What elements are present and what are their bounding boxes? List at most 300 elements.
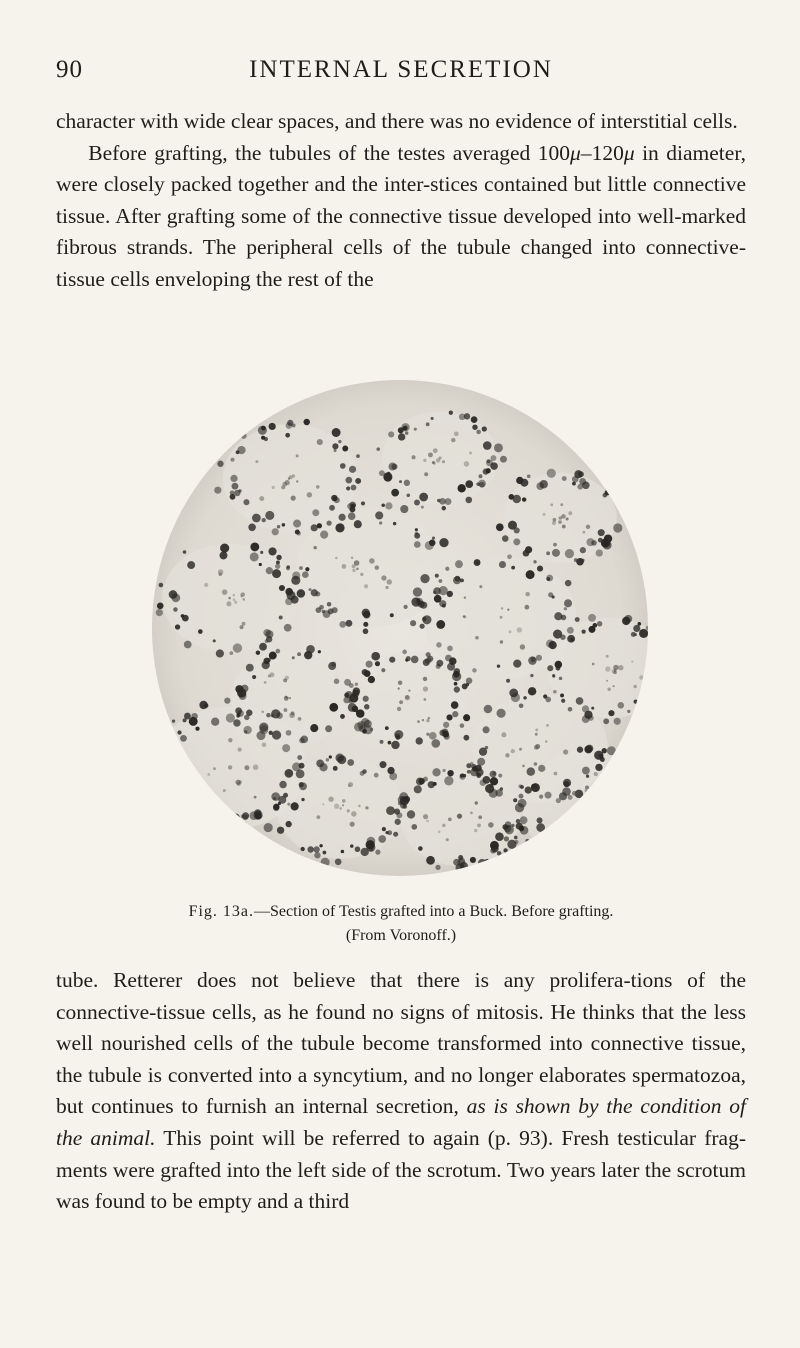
cell-nucleus	[290, 591, 293, 594]
cell-nucleus	[464, 596, 466, 598]
cell-nucleus	[182, 804, 191, 813]
cell-nucleus	[218, 572, 222, 576]
cell-nucleus	[415, 531, 418, 534]
cell-nucleus	[319, 763, 327, 771]
cell-nucleus	[246, 664, 254, 672]
cell-nucleus	[653, 680, 659, 686]
cell-nucleus	[289, 697, 291, 699]
cell-nucleus	[486, 859, 490, 863]
cell-nucleus	[301, 847, 305, 851]
cell-nucleus	[558, 841, 566, 849]
cell-nucleus	[466, 763, 471, 768]
cell-nucleus	[500, 640, 503, 643]
cell-nucleus	[421, 506, 424, 509]
cell-nucleus	[365, 806, 368, 809]
cell-nucleus	[332, 443, 338, 449]
cell-nucleus	[157, 602, 164, 609]
cell-nucleus	[600, 857, 605, 862]
cell-nucleus	[388, 431, 394, 437]
cell-nucleus	[160, 786, 163, 789]
cell-nucleus	[414, 785, 422, 793]
cell-nucleus	[546, 575, 553, 582]
cell-nucleus	[428, 452, 433, 457]
cell-nucleus	[322, 851, 326, 855]
cell-nucleus	[268, 547, 276, 555]
cell-nucleus	[436, 620, 445, 629]
cell-nucleus	[543, 513, 546, 516]
cell-nucleus	[447, 646, 453, 652]
cell-nucleus	[471, 416, 478, 423]
cell-nucleus	[388, 463, 396, 471]
cell-nucleus	[508, 521, 517, 530]
cell-nucleus	[348, 784, 351, 787]
cell-nucleus	[519, 748, 522, 751]
cell-nucleus	[631, 660, 633, 662]
cell-nucleus	[351, 557, 353, 559]
cell-nucleus	[183, 550, 187, 554]
cell-nucleus	[565, 549, 574, 558]
cell-nucleus	[291, 496, 296, 501]
cell-nucleus	[318, 650, 321, 653]
cell-nucleus	[517, 627, 522, 632]
cell-nucleus	[276, 712, 283, 719]
cell-nucleus	[232, 483, 239, 490]
cell-nucleus	[345, 477, 352, 484]
cell-nucleus	[277, 525, 280, 528]
cell-nucleus	[436, 642, 441, 647]
cell-nucleus	[595, 859, 600, 864]
cell-nucleus	[553, 690, 557, 694]
cell-nucleus	[252, 675, 256, 679]
cell-nucleus	[337, 755, 346, 764]
cell-nucleus	[636, 851, 645, 860]
cell-nucleus	[426, 422, 430, 426]
cell-nucleus	[411, 656, 419, 664]
cell-nucleus	[297, 589, 306, 598]
cell-nucleus	[252, 514, 261, 523]
cell-nucleus	[489, 771, 496, 778]
cell-nucleus	[412, 455, 416, 459]
cell-nucleus	[319, 844, 322, 847]
cell-nucleus	[588, 614, 596, 622]
cell-nucleus	[633, 625, 640, 632]
cell-nucleus	[639, 629, 648, 638]
cell-nucleus	[576, 697, 584, 705]
cell-nucleus	[472, 668, 476, 672]
cell-nucleus	[241, 433, 247, 439]
cell-nucleus	[207, 773, 210, 776]
cell-nucleus	[335, 858, 342, 865]
cell-nucleus	[496, 789, 503, 796]
cell-nucleus	[513, 538, 520, 545]
cell-nucleus	[237, 446, 245, 454]
cell-nucleus	[512, 495, 521, 504]
cell-nucleus	[216, 649, 224, 657]
cell-nucleus	[433, 782, 437, 786]
cell-nucleus	[463, 714, 470, 721]
cell-nucleus	[613, 665, 618, 670]
cell-nucleus	[553, 543, 557, 547]
cell-nucleus	[211, 718, 219, 726]
cell-nucleus	[637, 622, 641, 626]
cell-nucleus	[465, 480, 473, 488]
cell-nucleus	[233, 598, 236, 601]
cell-nucleus	[613, 685, 615, 687]
cell-nucleus	[475, 636, 479, 640]
cell-nucleus	[520, 644, 525, 649]
cell-nucleus	[266, 567, 273, 574]
cell-nucleus	[307, 846, 313, 852]
cell-nucleus	[568, 511, 572, 515]
cell-nucleus	[483, 441, 492, 450]
cell-nucleus	[399, 700, 403, 704]
cell-nucleus	[460, 723, 465, 728]
cell-nucleus	[320, 531, 328, 539]
cell-nucleus	[355, 478, 361, 484]
cell-nucleus	[638, 701, 643, 706]
cell-nucleus	[322, 803, 324, 805]
cell-nucleus	[403, 605, 407, 609]
cell-nucleus	[321, 858, 330, 867]
cell-nucleus	[360, 573, 363, 576]
cell-nucleus	[500, 616, 503, 619]
cell-nucleus	[237, 710, 244, 717]
cell-nucleus	[347, 809, 350, 812]
cell-nucleus	[580, 808, 585, 813]
cell-nucleus	[260, 551, 263, 554]
cell-nucleus	[639, 691, 647, 699]
cell-nucleus	[386, 806, 395, 815]
cell-nucleus	[559, 677, 563, 681]
cell-nucleus	[397, 707, 401, 711]
cell-nucleus	[583, 531, 586, 534]
cell-nucleus	[169, 807, 173, 811]
cell-nucleus	[335, 557, 338, 560]
cell-nucleus	[164, 802, 170, 808]
cell-nucleus	[284, 769, 293, 778]
cell-nucleus	[369, 558, 375, 564]
cell-nucleus	[617, 861, 621, 865]
cell-nucleus	[591, 707, 594, 710]
cell-nucleus	[194, 817, 198, 821]
cell-nucleus	[387, 767, 394, 774]
cell-nucleus	[262, 661, 270, 669]
cell-nucleus	[204, 583, 208, 587]
cell-nucleus	[156, 609, 163, 616]
cell-nucleus	[414, 428, 417, 431]
cell-nucleus	[514, 836, 518, 840]
cell-nucleus	[632, 747, 635, 750]
cell-nucleus	[447, 591, 453, 597]
cell-nucleus	[314, 852, 320, 858]
cell-nucleus	[525, 839, 529, 843]
cell-nucleus	[355, 846, 361, 852]
cell-nucleus	[328, 662, 336, 670]
cell-nucleus	[639, 675, 643, 679]
cell-nucleus	[253, 764, 259, 770]
cell-nucleus	[478, 859, 486, 867]
cell-nucleus	[584, 789, 587, 792]
cell-nucleus	[299, 763, 305, 769]
cell-nucleus	[363, 696, 369, 702]
cell-nucleus	[467, 770, 471, 774]
cell-nucleus	[520, 826, 529, 835]
cell-nucleus	[277, 827, 284, 834]
cell-nucleus	[489, 784, 493, 788]
cell-nucleus	[307, 492, 312, 497]
cell-nucleus	[434, 595, 442, 603]
cell-nucleus	[572, 476, 579, 483]
cell-nucleus	[339, 807, 342, 810]
cell-nucleus	[592, 858, 597, 863]
cell-nucleus	[283, 793, 288, 798]
cell-nucleus	[618, 665, 623, 670]
cell-nucleus	[655, 843, 659, 847]
cell-nucleus	[398, 801, 402, 805]
cell-nucleus	[239, 625, 243, 629]
cell-nucleus	[296, 769, 305, 778]
cell-nucleus	[602, 748, 607, 753]
cell-nucleus	[552, 521, 556, 525]
cell-nucleus	[223, 789, 226, 792]
cell-nucleus	[309, 588, 312, 591]
cell-nucleus	[503, 848, 507, 852]
cell-nucleus	[548, 592, 553, 597]
cell-nucleus	[536, 655, 542, 661]
cell-nucleus	[581, 629, 585, 633]
cell-nucleus	[525, 605, 530, 610]
cell-nucleus	[267, 658, 271, 662]
paragraph-retterer-emphasis: as is shown by the condition of the animal.	[56, 1094, 746, 1150]
cell-nucleus	[568, 707, 573, 712]
cell-nucleus	[311, 524, 318, 531]
cell-nucleus	[553, 518, 557, 522]
cell-nucleus	[506, 679, 510, 683]
cell-nucleus	[525, 592, 530, 597]
cell-nucleus	[334, 497, 340, 503]
cell-nucleus	[393, 522, 396, 525]
cell-nucleus	[228, 597, 231, 600]
cell-nucleus	[595, 764, 602, 771]
cell-nucleus	[279, 615, 283, 619]
cell-nucleus	[375, 511, 383, 519]
cell-nucleus	[463, 615, 466, 618]
cell-nucleus	[380, 740, 384, 744]
cell-nucleus	[535, 733, 538, 736]
cell-nucleus	[454, 686, 460, 692]
cell-nucleus	[565, 580, 572, 587]
cell-nucleus	[501, 732, 506, 737]
cell-nucleus	[356, 709, 365, 718]
cell-nucleus	[531, 784, 535, 788]
cell-nucleus	[648, 631, 652, 635]
cell-nucleus	[349, 683, 354, 688]
cell-nucleus	[406, 494, 410, 498]
cell-nucleus	[598, 538, 603, 543]
cell-nucleus	[463, 735, 469, 741]
cell-nucleus	[345, 620, 352, 627]
cell-nucleus	[562, 864, 565, 867]
cell-nucleus	[518, 799, 527, 808]
cell-nucleus	[520, 816, 528, 824]
cell-nucleus	[306, 645, 315, 654]
cell-nucleus	[296, 480, 298, 482]
cell-nucleus	[596, 549, 603, 556]
cell-nucleus	[423, 686, 428, 691]
cell-nucleus	[556, 798, 561, 803]
cell-nucleus	[446, 838, 449, 841]
cell-nucleus	[349, 466, 356, 473]
cell-nucleus	[596, 809, 598, 811]
cell-nucleus	[279, 585, 285, 591]
cell-nucleus	[287, 803, 290, 806]
testis-section-micrograph	[140, 368, 660, 888]
cell-nucleus	[567, 627, 574, 634]
cell-nucleus	[416, 737, 423, 744]
cell-nucleus	[497, 664, 500, 667]
cell-nucleus	[405, 695, 410, 700]
cell-nucleus	[558, 520, 562, 524]
cell-nucleus	[429, 732, 437, 740]
cell-nucleus	[513, 659, 521, 667]
cell-nucleus	[256, 650, 261, 655]
cell-nucleus	[631, 632, 636, 637]
cell-nucleus	[285, 821, 291, 827]
cell-nucleus	[607, 688, 610, 691]
cell-nucleus	[586, 775, 589, 778]
cell-nucleus	[652, 824, 657, 829]
cell-nucleus	[209, 821, 216, 828]
cell-nucleus	[466, 677, 473, 684]
cell-nucleus	[422, 719, 424, 721]
cell-nucleus	[598, 529, 605, 536]
cell-nucleus	[144, 778, 153, 787]
cell-nucleus	[490, 462, 498, 470]
cell-nucleus	[511, 824, 514, 827]
cell-nucleus	[322, 610, 326, 614]
cell-nucleus	[226, 601, 231, 606]
cell-nucleus	[615, 862, 621, 868]
cell-nucleus	[647, 854, 655, 862]
cell-nucleus	[579, 478, 586, 485]
cell-nucleus	[432, 536, 435, 539]
cell-nucleus	[378, 835, 386, 843]
cell-nucleus	[420, 602, 427, 609]
cell-nucleus	[283, 708, 287, 712]
cell-nucleus	[513, 798, 517, 802]
cell-nucleus	[606, 858, 610, 862]
cell-nucleus	[334, 803, 339, 808]
cell-nucleus	[381, 575, 386, 580]
cell-nucleus	[342, 446, 348, 452]
cell-nucleus	[455, 560, 463, 568]
cell-nucleus	[224, 697, 230, 703]
cell-nucleus	[549, 641, 557, 649]
cell-nucleus	[159, 583, 164, 588]
cell-nucleus	[272, 528, 279, 535]
cell-nucleus	[484, 859, 489, 864]
cell-nucleus	[527, 767, 535, 775]
cell-nucleus	[272, 486, 275, 489]
cell-nucleus	[214, 487, 221, 494]
cell-nucleus	[271, 792, 280, 801]
cell-nucleus	[242, 622, 246, 626]
cell-nucleus	[439, 538, 448, 547]
cell-nucleus	[525, 786, 532, 793]
cell-nucleus	[486, 459, 490, 463]
cell-nucleus	[163, 749, 169, 755]
cell-nucleus	[213, 767, 216, 770]
cell-nucleus	[385, 726, 389, 730]
cell-nucleus	[292, 571, 300, 579]
cell-nucleus	[230, 490, 235, 495]
cell-nucleus	[420, 574, 429, 583]
cell-nucleus	[491, 845, 499, 853]
cell-nucleus	[423, 459, 426, 462]
cell-nucleus	[446, 714, 452, 720]
cell-nucleus	[317, 815, 321, 819]
cell-nucleus	[535, 744, 540, 749]
cell-nucleus	[417, 720, 420, 723]
cell-nucleus	[650, 837, 653, 840]
cell-nucleus	[375, 565, 380, 570]
cell-nucleus	[516, 819, 520, 823]
cell-nucleus	[586, 538, 594, 546]
cell-nucleus	[586, 525, 590, 529]
cell-nucleus	[238, 489, 241, 492]
cell-nucleus	[154, 733, 161, 740]
cell-nucleus	[433, 448, 438, 453]
cell-nucleus	[276, 555, 281, 560]
cell-nucleus	[363, 628, 369, 634]
cell-nucleus	[387, 830, 392, 835]
cell-nucleus	[379, 761, 386, 768]
cell-nucleus	[566, 517, 569, 520]
cell-nucleus	[297, 652, 301, 656]
cell-nucleus	[454, 682, 458, 686]
cell-nucleus	[173, 790, 177, 794]
cell-nucleus	[226, 713, 235, 722]
cell-nucleus	[580, 547, 586, 553]
cell-nucleus	[435, 865, 440, 870]
cell-nucleus	[387, 579, 392, 584]
page-header	[56, 56, 746, 88]
cell-nucleus	[523, 696, 526, 699]
paragraph-continued: character with wide clear spaces, and there was no evidence of interstitial cells.	[56, 109, 738, 133]
cell-nucleus	[581, 851, 585, 855]
cell-nucleus	[442, 824, 446, 828]
cell-nucleus	[326, 521, 331, 526]
cell-nucleus	[295, 529, 300, 534]
cell-nucleus	[426, 820, 429, 823]
cell-nucleus	[483, 469, 489, 475]
cell-nucleus	[234, 601, 237, 604]
cell-nucleus	[344, 693, 349, 698]
cell-nucleus	[381, 668, 385, 672]
cell-nucleus	[575, 617, 580, 622]
cell-nucleus	[433, 462, 436, 465]
cell-nucleus	[230, 475, 237, 482]
cell-nucleus	[313, 846, 319, 852]
cell-nucleus	[488, 822, 494, 828]
cell-nucleus	[457, 858, 465, 866]
cell-nucleus	[414, 541, 421, 548]
cell-nucleus	[574, 558, 578, 562]
cell-nucleus	[182, 615, 189, 622]
cell-nucleus	[449, 411, 453, 415]
cell-nucleus	[413, 587, 422, 596]
cell-nucleus	[522, 765, 525, 768]
